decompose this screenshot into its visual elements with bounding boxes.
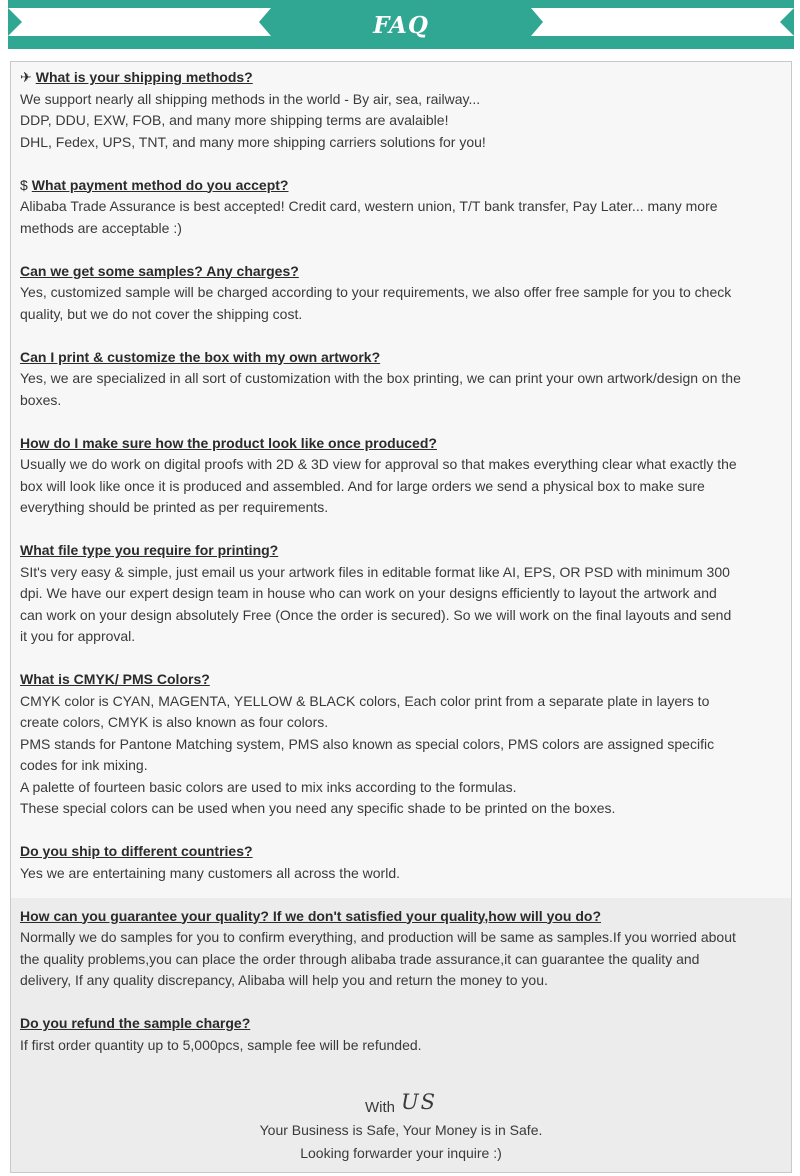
faq-list bbox=[20, 67, 790, 1078]
faq-answer-line: Yes, customized sample will be charged according to your requirements, we also offer free sample for you to check bbox=[20, 284, 732, 300]
faq-answer-line: These special colors can be used when you need any specific shade to be printed on the boxes. bbox=[20, 800, 616, 816]
faq-item-file-type bbox=[20, 540, 790, 648]
faq-answer-line: DDP, DDU, EXW, FOB, and many more shipping terms are avalaible! bbox=[20, 112, 449, 128]
faq-item-cmyk-pms bbox=[20, 669, 790, 820]
faq-item-proofs bbox=[20, 433, 790, 519]
faq-question: How do I make sure how the product look like once produced? bbox=[20, 434, 437, 451]
faq-item-customize bbox=[20, 347, 790, 412]
faq-answer-line: can work on your design absolutely Free (Once the order is secured). So we will work on the final layouts and send bbox=[20, 606, 732, 623]
closing-line-2: Looking forwarder your inquire :) bbox=[300, 1145, 502, 1161]
faq-answer-line: boxes. bbox=[20, 391, 62, 408]
faq-answer-line: quality, but we do not cover the shipping cost. bbox=[20, 305, 303, 322]
faq-question: Do you refund the sample charge? bbox=[20, 1015, 251, 1031]
faq-answer-line: Normally we do samples for you to confirm everything, and production will be same as samples.If you worried about bbox=[20, 929, 736, 945]
faq-answer-line: codes for ink mixing. bbox=[20, 757, 148, 773]
faq-answer-line: methods are acceptable :) bbox=[20, 219, 182, 236]
faq-item-refund bbox=[20, 1013, 790, 1056]
faq-answer-line: Yes we are entertaining many customers all across the world. bbox=[20, 864, 400, 881]
faq-answer-line: box will look like once it is produced and assembled. And for large orders we send a physical box to make sure bbox=[20, 477, 705, 494]
faq-answer-line: CMYK color is CYAN, MAGENTA, YELLOW & BLACK colors, Each color print from a separate plate in layers to bbox=[20, 692, 710, 709]
closing-with-us bbox=[10, 1090, 792, 1117]
closing-with-text: With bbox=[364, 1099, 395, 1116]
faq-answer-line: Alibaba Trade Assurance is best accepted! Credit card, western union, T/T bank transfer, Pay Later... many more bbox=[20, 198, 718, 214]
faq-answer-line: A palette of fourteen basic colors are used to mix inks according to the formulas. bbox=[20, 778, 517, 795]
faq-banner bbox=[8, 0, 794, 49]
faq-item-samples bbox=[20, 261, 790, 326]
faq-question: Do you ship to different countries? bbox=[20, 843, 253, 859]
faq-answer-line: it you for approval. bbox=[20, 628, 136, 644]
faq-item-countries bbox=[20, 841, 790, 884]
faq-question: Can we get some samples? Any charges? bbox=[20, 262, 299, 279]
faq-answer-line: DHL, Fedex, UPS, TNT, and many more shipping carriers solutions for you! bbox=[20, 133, 486, 150]
faq-question: What file type you require for printing? bbox=[20, 542, 279, 558]
closing-line-1: Your Business is Safe, Your Money is in Safe. bbox=[259, 1122, 543, 1138]
faq-answer-line: everything should be printed as per requirements. bbox=[20, 499, 329, 515]
faq-answer-line: SIt's very easy & simple, just email us your artwork files in editable format like AI, EPS, OR PSD with minimum 300 bbox=[20, 563, 730, 580]
faq-answer-line: the quality problems,you can place the order through alibaba trade assurance,it can guarantee the quality and bbox=[20, 950, 700, 967]
faq-answer-line: PMS stands for Pantone Matching system, PMS also known as special colors, PMS colors are assigned specific bbox=[20, 735, 715, 752]
faq-answer-line: We support nearly all shipping methods in the world - By air, sea, railway... bbox=[20, 90, 481, 107]
faq-answer-line: Usually we do work on digital proofs with 2D & 3D view for approval so that makes everything clear what exactly the bbox=[20, 456, 737, 472]
faq-item-quality bbox=[20, 906, 790, 992]
faq-question: Can I print & customize the box with my own artwork? bbox=[20, 348, 381, 365]
faq-question: ✈ What is your shipping methods? bbox=[20, 67, 790, 89]
closing-us-text: US bbox=[400, 1090, 438, 1114]
dollar-icon: $ bbox=[20, 176, 28, 193]
faq-answer-line: Yes, we are specialized in all sort of customization with the box printing, we can print your own artwork/design on the bbox=[20, 370, 741, 386]
faq-item-shipping bbox=[20, 67, 790, 153]
faq-question: How can you guarantee your quality? If we don't satisfied your quality,how will you do? bbox=[20, 907, 602, 924]
faq-item-payment bbox=[20, 175, 790, 240]
page-title: FAQ bbox=[271, 4, 531, 48]
faq-question: $ What payment method do you accept? bbox=[20, 175, 790, 197]
faq-answer-line: If first order quantity up to 5,000pcs, sample fee will be refunded. bbox=[20, 1036, 422, 1053]
faq-question: What is CMYK/ PMS Colors? bbox=[20, 671, 210, 687]
faq-answer-line: dpi. We have our expert design team in house who can work on your designs efficiently to layout the artwork and bbox=[20, 585, 717, 601]
airplane-icon: ✈ bbox=[20, 69, 32, 85]
faq-answer-line: create colors, CMYK is also known as four colors. bbox=[20, 714, 329, 730]
faq-answer-line: delivery, If any quality discrepancy, Alibaba will help you and return the money to you. bbox=[20, 972, 548, 988]
